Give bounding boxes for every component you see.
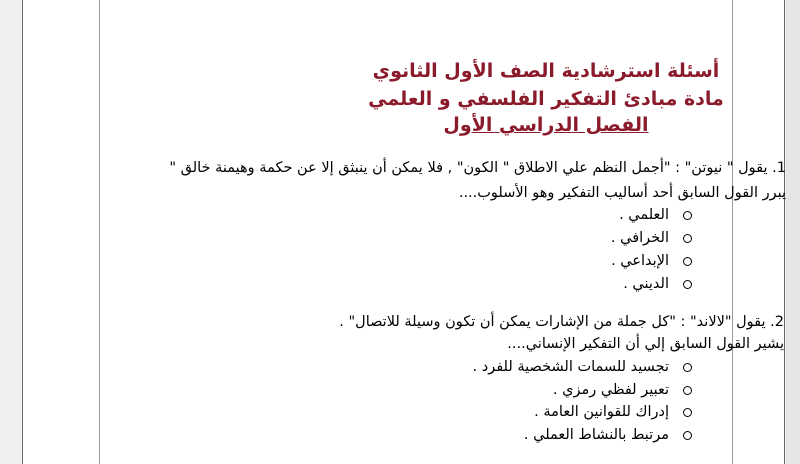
question-2-option-3 — [534, 404, 692, 420]
circle-bullet-icon — [683, 257, 692, 266]
title-line-1: أسئلة استرشادية الصف الأول الثانوي — [372, 60, 720, 82]
option-label: الإبداعي . — [611, 253, 669, 269]
question-1-text: 1. يقول " نيوتن" : "أجمل النظم علي الاطلاق " الكون" , فلا يمكن أن ينبثق إلا عن حكمة وهيمنة خالق " — [169, 160, 786, 176]
circle-bullet-icon — [683, 386, 692, 395]
circle-bullet-icon — [683, 211, 692, 220]
option-label: مرتبط بالنشاط العملي . — [523, 427, 669, 443]
question-1-option-1 — [619, 207, 692, 223]
question-1-option-3 — [611, 253, 692, 269]
question-2-option-1 — [473, 359, 692, 375]
question-1-option-2 — [611, 230, 692, 246]
question-2-option-2 — [553, 382, 692, 398]
title-line-2: مادة مبادئ التفكير الفلسفي و العلمي — [368, 88, 724, 110]
title-line-3: الفصل الدراسي الأول — [443, 114, 649, 136]
option-label: إدراك للقوانين العامة . — [534, 404, 669, 420]
option-label: الديني . — [623, 276, 669, 292]
circle-bullet-icon — [683, 234, 692, 243]
option-label: تجسيد للسمات الشخصية للفرد . — [472, 359, 669, 375]
circle-bullet-icon — [683, 280, 692, 289]
option-label: تعبير لفظي رمزي . — [552, 382, 669, 398]
question-1-prompt: يبرر القول السابق أحد أساليب التفكير وهو الأسلوب.... — [458, 185, 786, 201]
question-2-option-4 — [524, 427, 692, 443]
question-2-text: 2. يقول "لالاند" : "كل جملة من الإشارات يمكن أن تكون وسيلة للاتصال" . — [339, 314, 784, 330]
circle-bullet-icon — [683, 431, 692, 440]
option-label: العلمي . — [619, 207, 669, 223]
option-label: الخرافي . — [610, 230, 669, 246]
circle-bullet-icon — [683, 363, 692, 372]
question-2-prompt: يشير القول السابق إلي أن التفكير الإنساني.... — [507, 336, 784, 352]
question-1-option-4 — [623, 276, 692, 292]
circle-bullet-icon — [683, 408, 692, 417]
